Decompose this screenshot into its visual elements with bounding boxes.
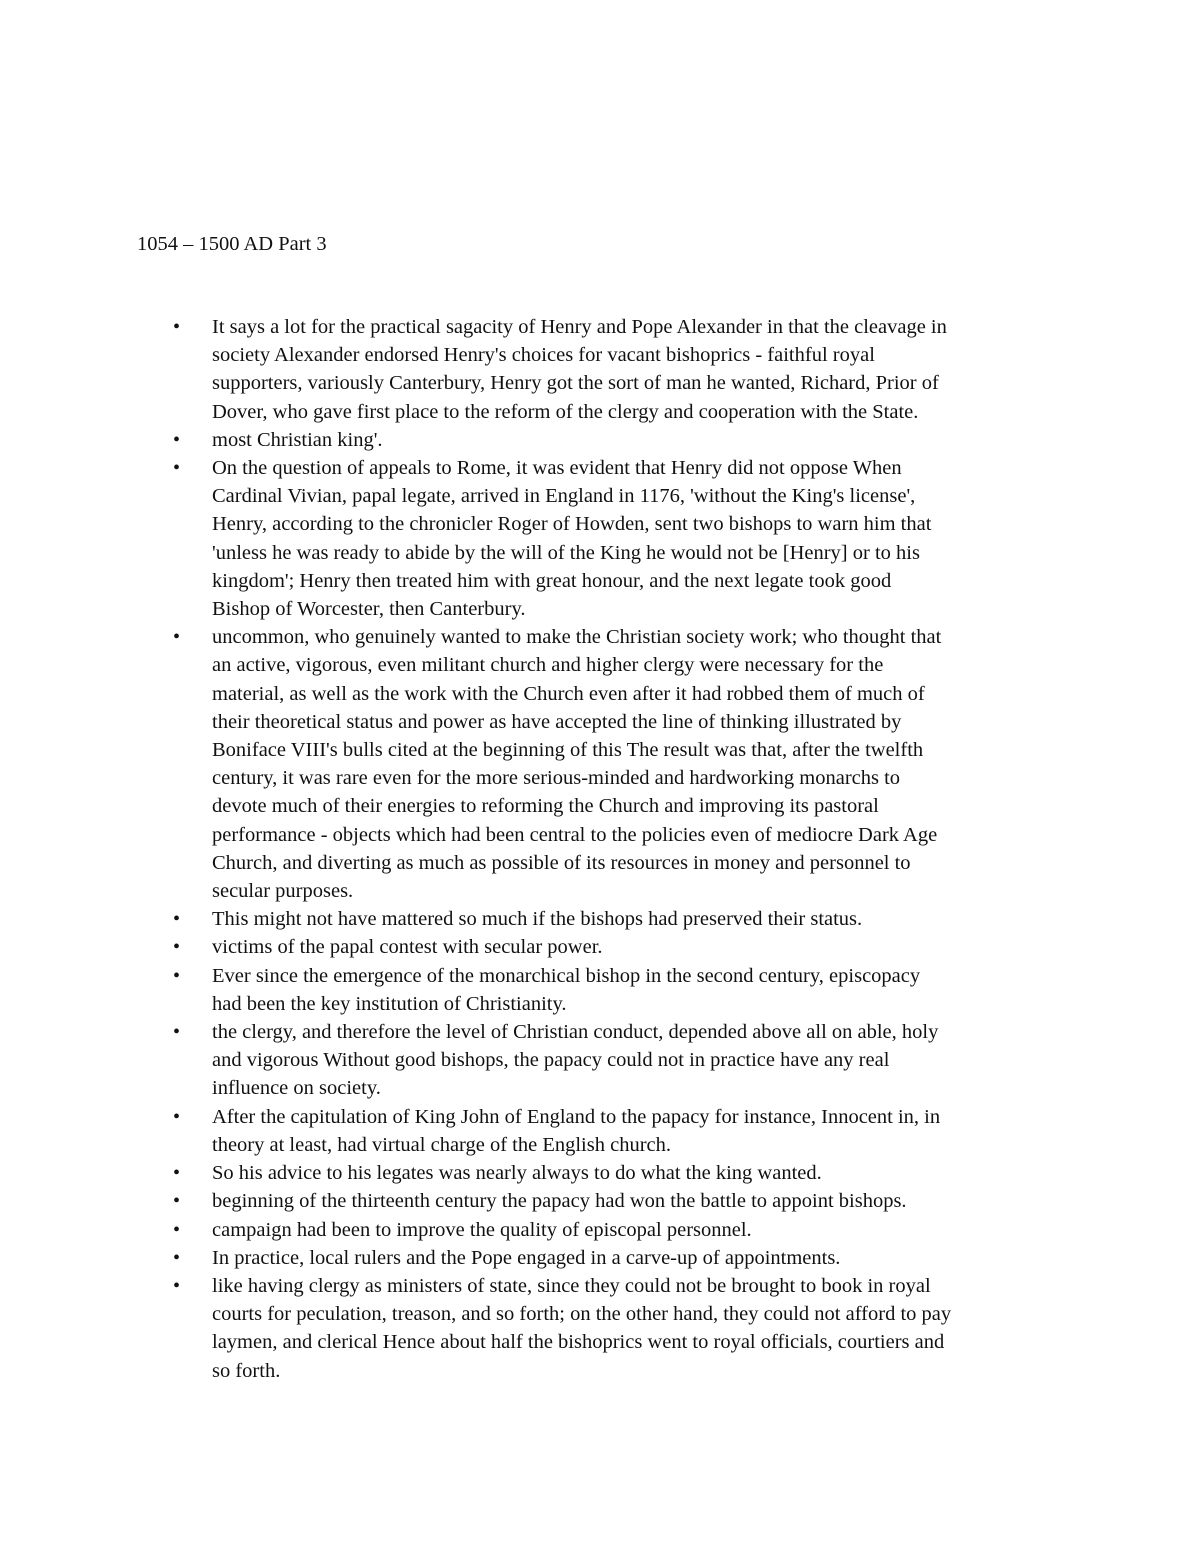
- list-item-text-line: Church, and diverting as much as possible of its resources in money and personnel to: [212, 851, 911, 874]
- list-item-text-line: In practice, local rulers and the Pope engaged in a carve-up of appointments.: [212, 1246, 841, 1269]
- list-item-text-line: campaign had been to improve the quality of episcopal personnel.: [212, 1218, 752, 1241]
- bullet-list: [0, 313, 1200, 1385]
- list-item: [0, 1272, 1200, 1385]
- list-item-text-line: Cardinal Vivian, papal legate, arrived in England in 1176, 'without the King's license',: [212, 485, 916, 508]
- list-item-text-line: society Alexander endorsed Henry's choices for vacant bishoprics - faithful royal: [212, 344, 875, 367]
- list-item: [0, 933, 1200, 961]
- list-item-text-line: This might not have mattered so much if the bishops had preserved their status.: [212, 908, 863, 931]
- list-item-text-line: like having clergy as ministers of state, since they could not be brought to book in royal: [212, 1274, 931, 1297]
- list-item-text-line: After the capitulation of King John of England to the papacy for instance, Innocent in, in: [212, 1105, 941, 1128]
- list-item-text-line: Bishop of Worcester, then Canterbury.: [212, 598, 526, 621]
- list-item-text-line: uncommon, who genuinely wanted to make the Christian society work; who thought that: [212, 626, 942, 649]
- list-item-text-line: Ever since the emergence of the monarchical bishop in the second century, episcopacy: [212, 964, 921, 987]
- bullet-icon: •: [173, 908, 181, 931]
- bullet-icon: •: [173, 457, 181, 480]
- list-item: [0, 313, 1200, 426]
- bullet-icon: •: [173, 316, 181, 338]
- list-item-text-line: supporters, variously Canterbury, Henry got the sort of man he wanted, Richard, Prior of: [212, 372, 939, 395]
- list-item: [0, 1103, 1200, 1159]
- list-item: [0, 1187, 1200, 1215]
- list-item-text-line: kingdom'; Henry then treated him with great honour, and the next legate took good: [212, 569, 892, 592]
- list-item: [0, 623, 1200, 905]
- list-item-text-line: courts for peculation, treason, and so forth; on the other hand, they could not afford to pay: [212, 1303, 952, 1326]
- list-item-text-line: Dover, who gave first place to the reform of the clergy and cooperation with the State.: [212, 400, 919, 423]
- bullet-icon: •: [173, 1246, 181, 1269]
- list-item-text-line: so forth.: [212, 1359, 281, 1382]
- bullet-icon: •: [173, 1218, 181, 1241]
- list-item-text-line: their theoretical status and power as have accepted the line of thinking illustrated by: [212, 710, 902, 733]
- list-item-text-line: devote much of their energies to reforming the Church and improving its pastoral: [212, 795, 879, 818]
- list-item: [0, 1018, 1200, 1103]
- list-item-text-line: laymen, and clerical Hence about half the bishoprics went to royal officials, courtiers and: [212, 1331, 945, 1354]
- list-item-text-line: and vigorous Without good bishops, the papacy could not in practice have any real: [212, 1049, 890, 1072]
- list-item: [0, 1159, 1200, 1187]
- list-item-text-line: material, as well as the work with the Church even after it had robbed them of much of: [212, 682, 925, 705]
- list-item: [0, 454, 1200, 623]
- bullet-icon: •: [173, 1162, 181, 1185]
- bullet-icon: •: [173, 936, 181, 959]
- list-item-text-line: 'unless he was ready to abide by the will of the King he would not be [Henry] or to his: [212, 541, 920, 564]
- list-item: [0, 426, 1200, 454]
- list-item-text-line: an active, vigorous, even militant church and higher clergy were necessary for the: [212, 654, 884, 677]
- list-item-text-line: influence on society.: [212, 1077, 381, 1100]
- document-title: 1054 – 1500 AD Part 3: [137, 233, 327, 255]
- bullet-icon: •: [173, 1274, 181, 1297]
- bullet-icon: •: [173, 1105, 181, 1128]
- bullet-icon: •: [173, 1021, 181, 1044]
- list-item-text-line: victims of the papal contest with secular power.: [212, 936, 603, 959]
- list-item-text-line: theory at least, had virtual charge of the English church.: [212, 1133, 672, 1156]
- list-item-text-line: secular purposes.: [212, 880, 354, 903]
- list-item-text-line: On the question of appeals to Rome, it was evident that Henry did not oppose When: [212, 457, 902, 480]
- bullet-icon: •: [173, 428, 181, 451]
- list-item: [0, 1244, 1200, 1272]
- list-item-text-line: the clergy, and therefore the level of Christian conduct, depended above all on able, holy: [212, 1021, 939, 1044]
- list-item: [0, 1216, 1200, 1244]
- list-item-text-line: had been the key institution of Christianity.: [212, 992, 567, 1015]
- bullet-icon: •: [173, 626, 181, 649]
- list-item-text-line: most Christian king'.: [212, 428, 383, 451]
- list-item-text-line: It says a lot for the practical sagacity of Henry and Pope Alexander in that the cleavage in: [212, 316, 947, 338]
- list-item-text-line: century, it was rare even for the more serious-minded and hardworking monarchs to: [212, 767, 901, 790]
- list-item: [0, 962, 1200, 1018]
- list-item-text-line: So his advice to his legates was nearly always to do what the king wanted.: [212, 1162, 822, 1185]
- list-item-text-line: Boniface VIII's bulls cited at the beginning of this The result was that, after the twelfth: [212, 739, 924, 762]
- list-item-text-line: Henry, according to the chronicler Roger of Howden, sent two bishops to warn him that: [212, 513, 932, 536]
- bullet-icon: •: [173, 1190, 181, 1213]
- list-item-text-line: performance - objects which had been central to the policies even of mediocre Dark Age: [212, 823, 938, 846]
- bullet-icon: •: [173, 964, 181, 987]
- list-item-text-line: beginning of the thirteenth century the papacy had won the battle to appoint bishops.: [212, 1190, 907, 1213]
- list-item: [0, 905, 1200, 933]
